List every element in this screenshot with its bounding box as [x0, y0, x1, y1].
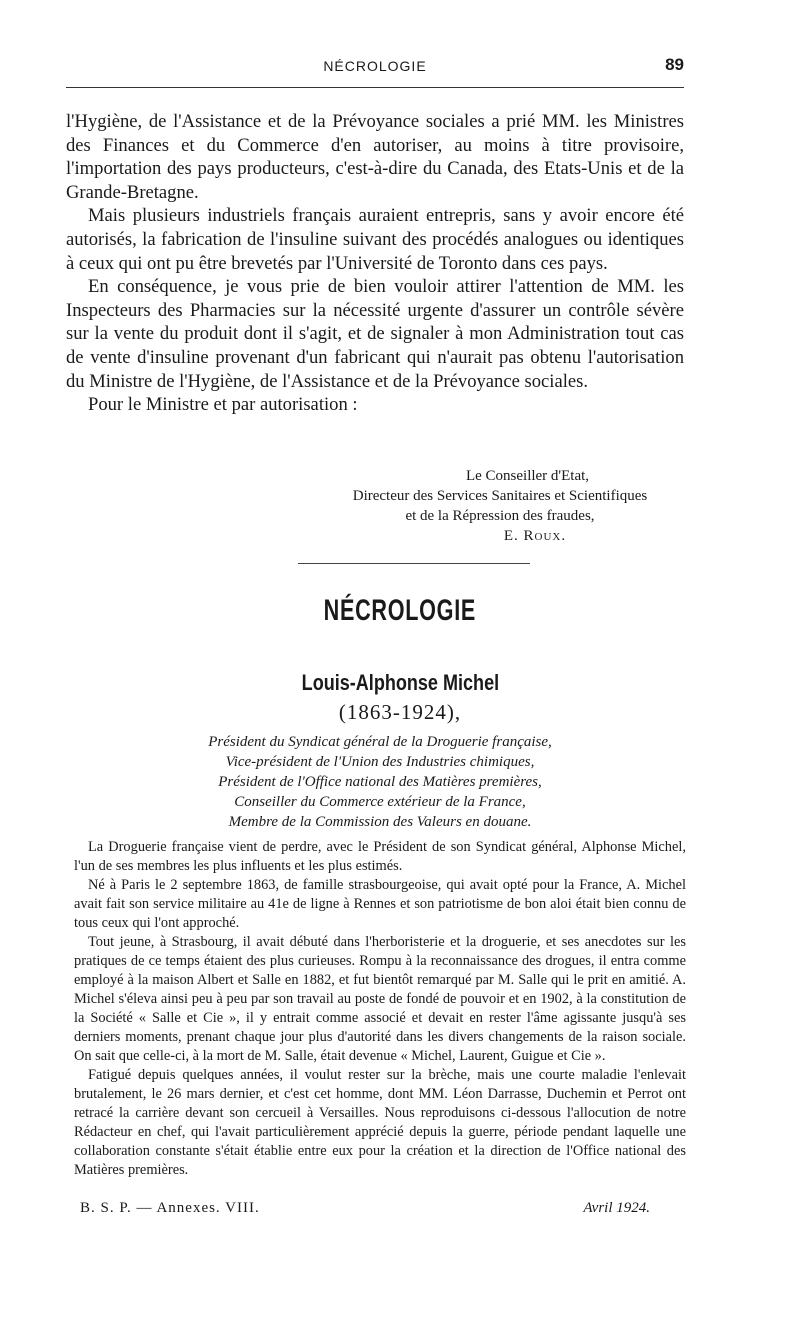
letter-paragraph-3: En conséquence, je vous prie de bien vouloir attirer l'attention de MM. les Inspecteurs des Pharmacies sur la nécessité urgente d'assurer un contrôle sévère sur la vente du produit dont il s'agit, et de signaler à mon Administration tout cas de vente d'insuline provenant d'un fabricant qui n'aurait pas obtenu l'autorisation du Ministre de l'Hygiène, de l'Assistance et de la Prévoyance sociales. [66, 276, 684, 392]
section-title-text: NÉCROLOGIE [323, 594, 477, 627]
letter-body [66, 110, 684, 417]
title-line: Vice-président de l'Union des Industries chimiques, [225, 754, 535, 770]
signature-block [300, 466, 700, 546]
person-name-text: Louis-Alphonse Michel [301, 670, 499, 695]
letter-paragraph-4: Pour le Ministre et par autorisation : [88, 394, 358, 416]
section-divider [298, 563, 530, 564]
person-name [0, 670, 800, 696]
obituary-paragraph-2: Né à Paris le 2 septembre 1863, de famille strasbourgeoise, qui avait opté pour la France, A. Michel avait fait son service militaire au 41e de ligne à Rennes et son patriotisme de bon aloi était bien connu de tous ceux qui l'ont approché. [74, 877, 686, 931]
title-line: Membre de la Commission des Valeurs en douane. [228, 814, 532, 830]
running-title: NÉCROLOGIE [323, 58, 427, 74]
signature-name: E. Roux. [503, 528, 567, 544]
title-line: Président de l'Office national des Matières premières, [218, 774, 542, 790]
letter-paragraph-2: Mais plusieurs industriels français auraient entrepris, sans y avoir encore été autorisés, la fabrication de l'insuline suivant des procédés analogues ou identiques à ceux qui ont pu être brevetés par l'Université de Toronto dans ces pays. [66, 205, 684, 274]
page-header [66, 55, 684, 80]
section-title [0, 594, 800, 628]
signature-office: Directeur des Services Sanitaires et Scientifiques [352, 488, 648, 504]
signature-office-2: et de la Répression des fraudes, [405, 508, 595, 524]
title-line: Président du Syndicat général de la Droguerie française, [208, 734, 552, 750]
footer-publication: B. S. P. — Annexes. VIII. [80, 1200, 260, 1216]
header-rule [66, 87, 684, 88]
person-dates: (1863-1924), [338, 700, 462, 724]
person-titles [150, 732, 610, 832]
page-number: 89 [665, 55, 684, 74]
signature-title: Le Conseiller d'Etat, [465, 468, 590, 484]
obituary-paragraph-3: Tout jeune, à Strasbourg, il avait débuté dans l'herboristerie et la droguerie, et ses anecdotes sur les pratiques de ce temps étaient des plus curieuses. Rompu à la reconnaissance des drogues, il entra comme employé à la maison Albert et Salle en 1882, et fut bientôt remarqué par M. Salle qui le prit en amitié. A. Michel s'éleva ainsi peu à peu par son travail au poste de fondé de pouvoir et en 1902, à la constitution de la Société « Salle et Cie », il y entrait comme associé et devait en rester l'âme agissante jusqu'à ses derniers moments, prenant chaque jour plus d'autorité dans les divers changements de la raison sociale. On sait que celle-ci, à la mort de M. Salle, était devenue « Michel, Laurent, Guigue et Cie ». [74, 934, 686, 1064]
obituary-paragraph-4: Fatigué depuis quelques années, il voulut rester sur la brèche, mais une courte maladie l'enlevait brutalement, le 26 mars dernier, et c'est cet homme, dont MM. Léon Darrasse, Duchemin et Perrot ont retracé la carrière devant son cercueil à Versailles. Nous reproduisons ci-dessous l'allocution de notre Rédacteur en chef, qui l'avait particulièrement apprécié depuis la guerre, période pendant laquelle une collaboration constante s'était établie entre eux pour la création et la direction de l'Office national des Matières premières. [74, 1067, 686, 1178]
obituary-paragraph-1: La Droguerie française vient de perdre, avec le Président de son Syndicat général, Alphonse Michel, l'un de ses membres les plus influents et les plus estimés. [74, 839, 686, 874]
footer-date: Avril 1924. [583, 1200, 650, 1216]
obituary-text [74, 838, 686, 1180]
letter-paragraph-1: l'Hygiène, de l'Assistance et de la Prévoyance sociales a prié MM. les Ministres des Finances et du Commerce d'en autoriser, au moins à titre provisoire, l'importation des pays producteurs, c'est-à-dire du Canada, des Etats-Unis et de la Grande-Bretagne. [66, 111, 684, 203]
title-line: Conseiller du Commerce extérieur de la France, [234, 794, 526, 810]
